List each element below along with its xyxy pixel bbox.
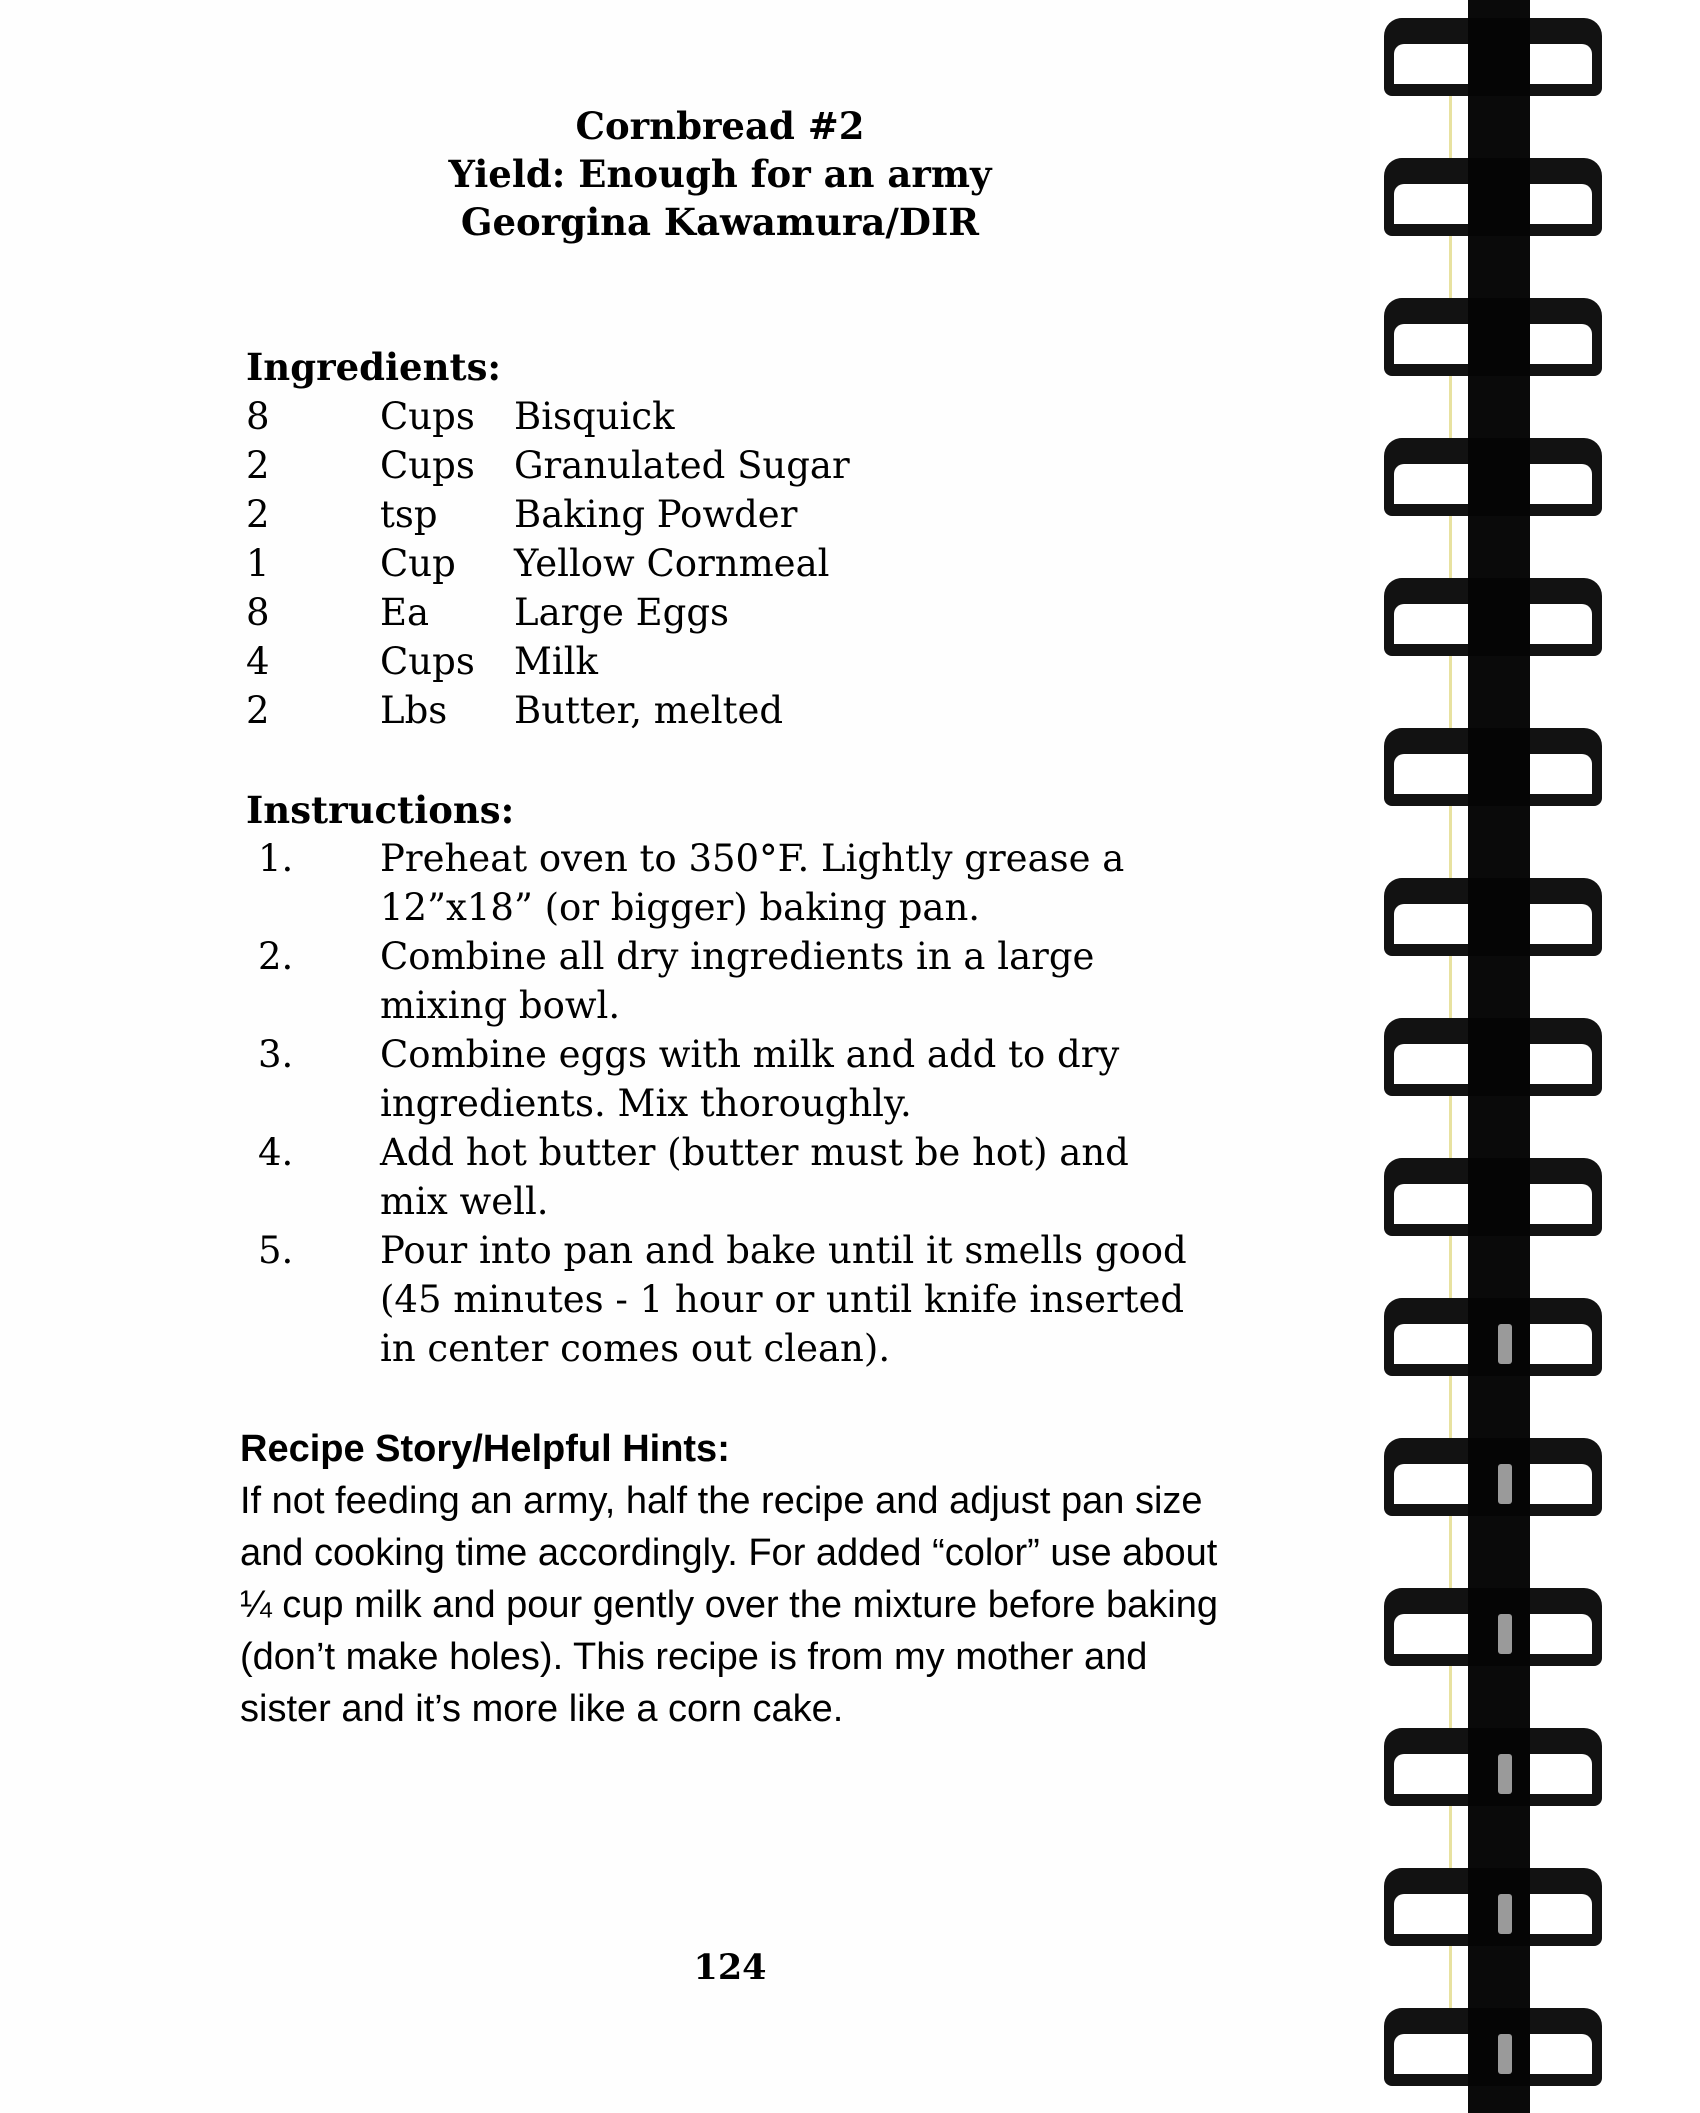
step-text: Combine all dry ingredients in a large mixing bowl.	[380, 935, 1095, 1027]
step-text: Combine eggs with milk and add to dry ingredients. Mix thoroughly.	[380, 1033, 1120, 1125]
instruction-step	[258, 1030, 1258, 1128]
ingredient-name: Milk	[514, 640, 598, 683]
binding-coil	[1384, 2008, 1602, 2086]
instruction-step	[258, 834, 1258, 932]
step-number: 5.	[258, 1229, 294, 1272]
ingredient-unit: Lbs	[380, 689, 448, 732]
story-text: If not feeding an army, half the recipe and adjust pan size and cooking time accordingly. For added “color” use about ¼ cup milk and pour gently over the mixture before baking (don’t make holes). This recipe is from my mother and sister and it’s more like a corn cake.	[240, 1480, 1218, 1730]
instructions-heading: Instructions:	[246, 788, 515, 832]
ingredient-row	[246, 588, 850, 637]
ingredient-quantity: 2	[246, 689, 270, 732]
step-number: 4.	[258, 1131, 294, 1174]
ingredient-quantity: 8	[246, 395, 270, 438]
step-number: 1.	[258, 837, 294, 880]
step-number: 2.	[258, 935, 294, 978]
recipe-author: Georgina Kawamura/DIR	[460, 200, 980, 244]
binding-coil	[1384, 1868, 1602, 1946]
instructions-list	[258, 834, 1258, 1373]
story-heading: Recipe Story/Helpful Hints:	[240, 1428, 730, 1470]
step-text: Pour into pan and bake until it smells good (45 minutes - 1 hour or until knife inserted in center comes out clean).	[380, 1229, 1187, 1370]
binding-coil	[1384, 1728, 1602, 1806]
ingredient-row	[246, 686, 850, 735]
instruction-step	[258, 1226, 1258, 1373]
binding-coil	[1384, 1588, 1602, 1666]
binding-coil	[1384, 1158, 1602, 1236]
binding-coil	[1384, 728, 1602, 806]
binding-coil	[1384, 18, 1602, 96]
ingredient-quantity: 2	[246, 444, 270, 487]
ingredient-name: Granulated Sugar	[514, 444, 850, 487]
ingredient-quantity: 2	[246, 493, 270, 536]
step-text: Preheat oven to 350°F. Lightly grease a 12”x18” (or bigger) baking pan.	[380, 837, 1125, 929]
instruction-step	[258, 1128, 1258, 1226]
ingredient-name: Large Eggs	[514, 591, 730, 634]
ingredient-name: Yellow Cornmeal	[514, 542, 830, 585]
ingredient-row	[246, 490, 850, 539]
coil-highlight	[1498, 2034, 1512, 2074]
coil-highlight	[1498, 1894, 1512, 1934]
instruction-step	[258, 932, 1258, 1030]
ingredient-row	[246, 539, 850, 588]
ingredient-unit: Cups	[380, 444, 475, 487]
binding-coil	[1384, 1298, 1602, 1376]
ingredient-row	[246, 637, 850, 686]
recipe-story	[240, 1423, 1230, 1735]
coil-highlight	[1498, 1464, 1512, 1504]
ingredient-quantity: 8	[246, 591, 270, 634]
ingredient-name: Bisquick	[514, 395, 675, 438]
ingredient-unit: Ea	[380, 591, 430, 634]
binding-coil	[1384, 438, 1602, 516]
recipe-yield: Yield: Enough for an army	[448, 152, 992, 196]
binding-coil	[1384, 878, 1602, 956]
ingredient-unit: Cups	[380, 395, 475, 438]
step-text: Add hot butter (butter must be hot) and mix well.	[380, 1131, 1129, 1223]
coil-highlight	[1498, 1754, 1512, 1794]
ingredient-unit: tsp	[380, 493, 438, 536]
ingredient-unit: Cups	[380, 640, 475, 683]
ingredient-row	[246, 441, 850, 490]
binding-coil	[1384, 298, 1602, 376]
binding-coil	[1384, 578, 1602, 656]
recipe-header	[420, 102, 1020, 246]
step-number: 3.	[258, 1033, 294, 1076]
ingredients-list	[246, 392, 850, 735]
page-number: 124	[693, 1947, 767, 1988]
recipe-title: Cornbread #2	[575, 104, 865, 148]
ingredient-unit: Cup	[380, 542, 456, 585]
ingredient-name: Butter, melted	[514, 689, 784, 732]
binding-coil	[1384, 158, 1602, 236]
binding-coil	[1384, 1018, 1602, 1096]
coil-highlight	[1498, 1614, 1512, 1654]
binding-coil	[1384, 1438, 1602, 1516]
ingredient-quantity: 1	[246, 542, 270, 585]
ingredient-row	[246, 392, 850, 441]
ingredients-heading: Ingredients:	[246, 345, 502, 389]
coil-highlight	[1498, 1324, 1512, 1364]
ingredient-quantity: 4	[246, 640, 270, 683]
ingredient-name: Baking Powder	[514, 493, 798, 536]
